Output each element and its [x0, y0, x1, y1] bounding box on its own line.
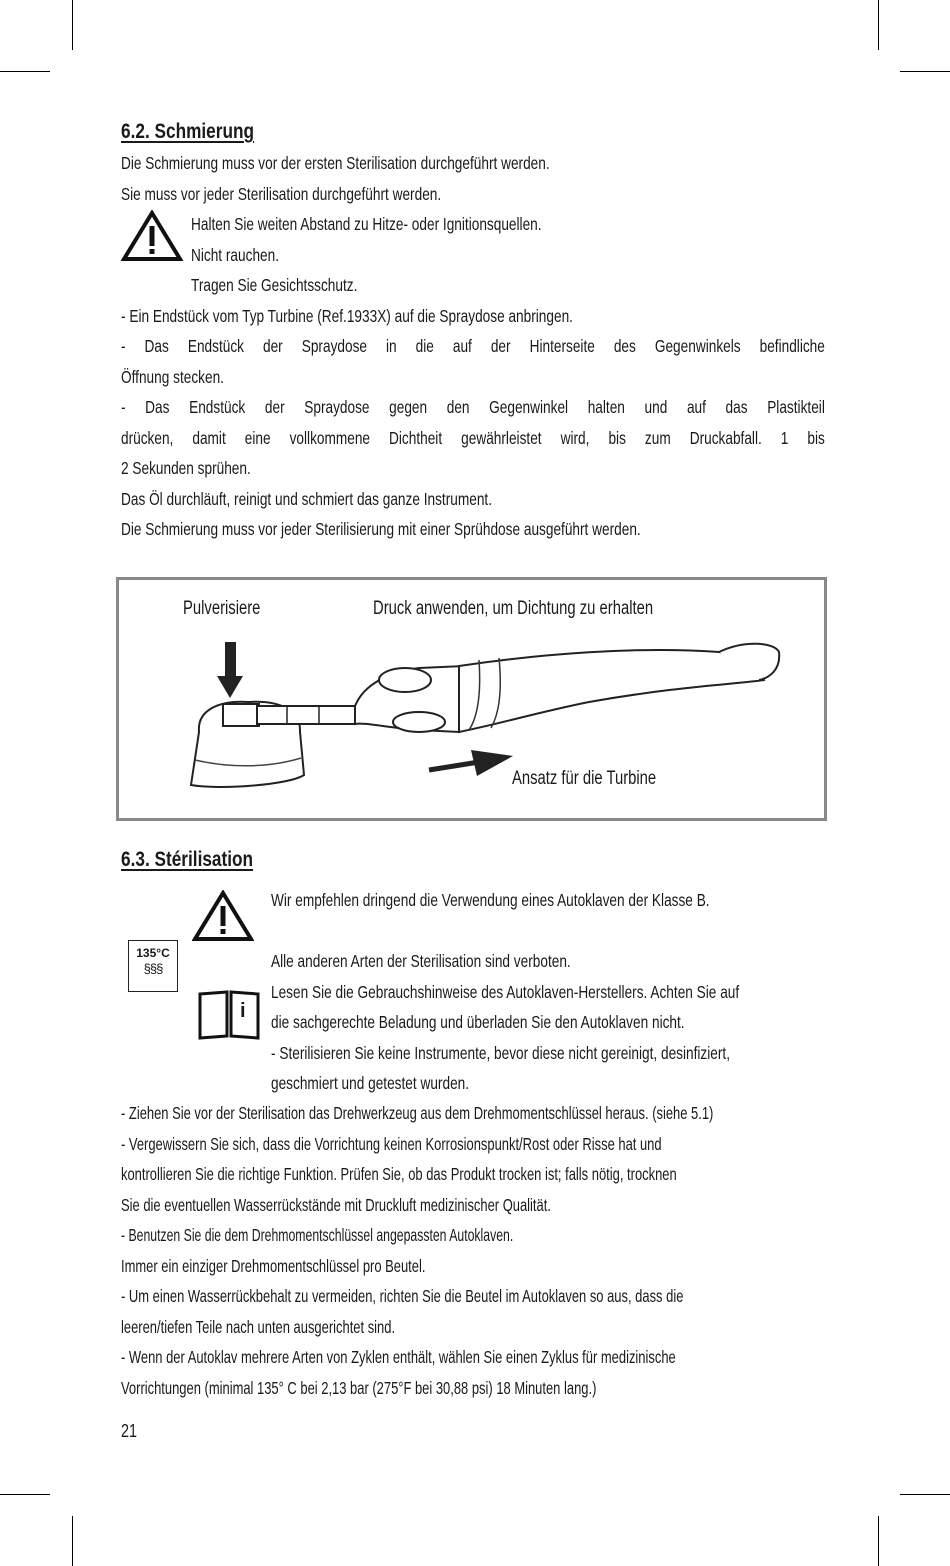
paragraph-line: geschmiert und getestet wurden.: [271, 1073, 470, 1093]
paragraph-line: - Sterilisieren Sie keine Instrumente, bevor diese nicht gereinigt, desinfiziert,: [271, 1042, 731, 1063]
crop-mark: [900, 71, 950, 72]
spacer-line: [271, 916, 830, 947]
crop-mark: [72, 1516, 73, 1566]
crop-mark: [72, 0, 73, 50]
paragraph-line: die sachgerechte Beladung und überladen Sie den Autoklaven nicht.: [271, 1012, 685, 1032]
warning-line: Halten Sie weiten Abstand zu Hitze- oder Ignitionsquellen.: [191, 214, 542, 234]
steam-icon: §§§: [143, 961, 163, 976]
crop-mark: [878, 1516, 879, 1566]
paragraph-line: kontrollieren Sie die richtige Funktion. Prüfen Sie, ob das Produkt trocken ist; falls nötig, trocknen: [121, 1164, 677, 1184]
paragraph-line: - Wenn der Autoklav mehrere Arten von Zyklen enthält, wählen Sie einen Zyklus für medizinische: [121, 1347, 676, 1367]
paragraph-line: Sie muss vor jeder Sterilisation durchgeführt werden.: [121, 183, 442, 204]
crop-mark: [0, 1494, 50, 1495]
info-letter: i: [240, 1000, 246, 1022]
step-line: - Ein Endstück vom Typ Turbine (Ref.1933X) auf die Spraydose anbringen.: [121, 305, 573, 326]
page-number: 21: [121, 1421, 138, 1441]
section-heading: 6.3. Stérilisation: [121, 848, 254, 871]
spray-can-handpiece-illustration: [119, 580, 824, 818]
paragraph-line: - Um einen Wasserrückbehalt zu vermeiden, richten Sie die Beutel im Autoklaven so aus, dass die: [121, 1286, 684, 1306]
crop-mark: [0, 71, 50, 72]
book-info-icon: [196, 988, 262, 1040]
paragraph-line: Immer ein einziger Drehmomentschlüssel pro Beutel.: [121, 1255, 426, 1276]
section-lubrication: [121, 118, 826, 545]
step-line: drücken, damit eine vollkommene Dichtheit gewährleistet wird, bis zum Druckabfall. 1 bis: [121, 427, 825, 448]
step-line: Öffnung stecken.: [121, 366, 224, 387]
step-line: Das Öl durchläuft, reinigt und schmiert das ganze Instrument.: [121, 488, 493, 509]
paragraph-line: leeren/tiefen Teile nach unten ausgerichtet sind.: [121, 1316, 396, 1337]
warning-line: Nicht rauchen.: [191, 244, 280, 265]
paragraph-line: - Vergewissern Sie sich, dass die Vorrichtung keinen Korrosionspunkt/Rost oder Risse hat und: [121, 1133, 662, 1154]
section-heading: 6.2. Schmierung: [121, 120, 255, 143]
temperature-label: 135°C: [136, 946, 170, 960]
warning-triangle-icon: [121, 210, 183, 262]
crop-mark: [878, 0, 879, 50]
autoclave-notes: [271, 885, 831, 1099]
crop-mark: [900, 1494, 950, 1495]
paragraph-line: Vorrichtungen (minimal 135° C bei 2,13 bar (275°F bei 30,88 psi) 18 Minuten lang.): [121, 1377, 597, 1398]
paragraph-line: Lesen Sie die Gebrauchshinweise des Autoklaven-Herstellers. Achten Sie auf: [271, 981, 740, 1002]
figure-label-pressure: Druck anwenden, um Dichtung zu erhalten: [373, 598, 654, 619]
step-line: - Das Endstück der Spraydose in die auf der Hinterseite des Gegenwinkels befindliche: [121, 336, 825, 356]
paragraph-line: Die Schmierung muss vor der ersten Sterilisation durchgeführt werden.: [121, 153, 550, 173]
paragraph-line: - Ziehen Sie vor der Sterilisation das Drehwerkzeug aus dem Drehmomentschlüssel heraus. (siehe 5.1): [121, 1103, 714, 1123]
step-line: 2 Sekunden sprühen.: [121, 458, 251, 478]
figure-label-spray: Pulverisiere: [183, 598, 261, 619]
warning-line: Tragen Sie Gesichtsschutz.: [191, 275, 358, 295]
warning-triangle-icon: [192, 890, 254, 942]
lubrication-figure: [116, 577, 827, 821]
paragraph-line: Alle anderen Arten der Sterilisation sind verboten.: [271, 951, 571, 971]
sterilisation-instructions: [121, 1098, 826, 1403]
paragraph-line: - Benutzen Sie die dem Drehmomentschlüssel angepassten Autoklaven.: [121, 1225, 514, 1245]
step-line: - Das Endstück der Spraydose gegen den Gegenwinkel halten und auf das Plastikteil: [121, 397, 825, 417]
section-sterilisation: [121, 846, 826, 876]
figure-label-nozzle: Ansatz für die Turbine: [512, 768, 657, 789]
paragraph-line: Sie die eventuellen Wasserrückstände mit Druckluft medizinischer Qualität.: [121, 1194, 551, 1215]
temperature-badge: [128, 940, 178, 992]
paragraph-line: Wir empfehlen dringend die Verwendung eines Autoklaven der Klasse B.: [271, 890, 710, 910]
step-line: Die Schmierung muss vor jeder Sterilisierung mit einer Sprühdose ausgeführt werden.: [121, 519, 641, 539]
